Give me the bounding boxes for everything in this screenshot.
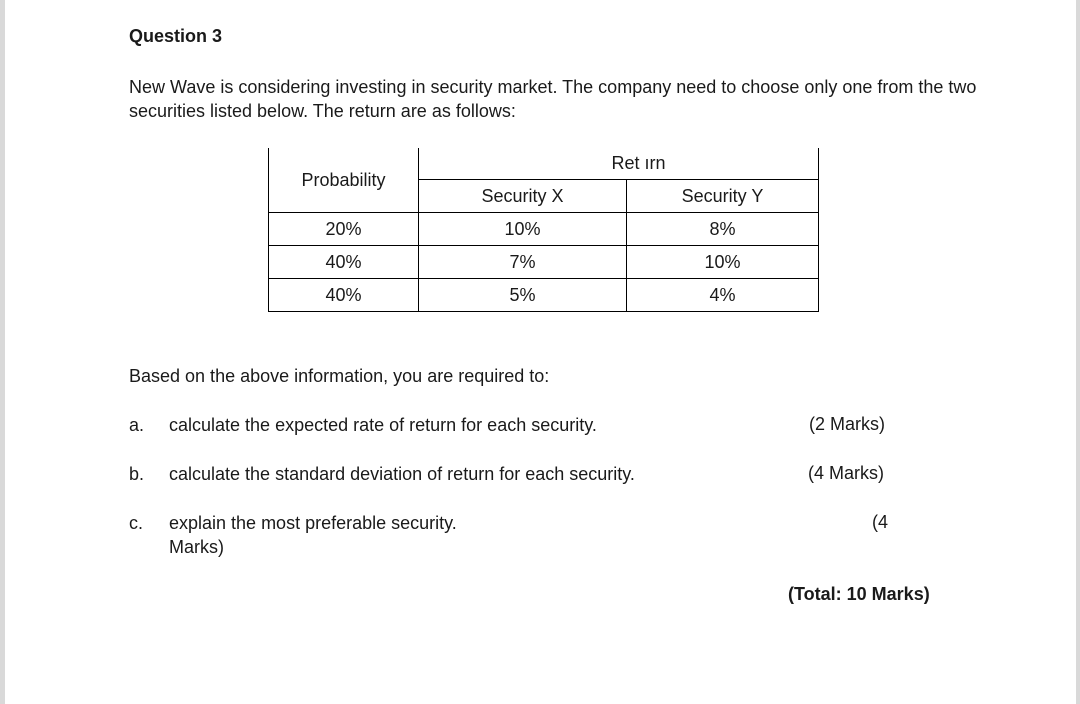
probability-cell: 40% xyxy=(269,246,419,279)
marks-c-continued: Marks) xyxy=(169,537,224,557)
item-text: explain the most preferable security. xyxy=(169,513,457,533)
question-intro: New Wave is considering investing in security market. The company need to choose only one from the two securities listed below. The return are as follows: xyxy=(129,77,977,121)
marks-c: (4 xyxy=(872,512,889,532)
item-text: calculate the expected rate of return for each security. xyxy=(169,415,597,435)
item-letter: c. xyxy=(129,513,144,533)
security-x-cell: 7% xyxy=(419,246,627,279)
security-x-header: Security X xyxy=(419,180,627,213)
security-x-cell: 10% xyxy=(419,213,627,246)
returns-table xyxy=(268,148,819,312)
item-text: calculate the standard deviation of return for each security. xyxy=(169,464,635,484)
total-marks: (Total: 10 Marks) xyxy=(788,584,930,604)
page-border-right xyxy=(1076,0,1080,704)
table-row xyxy=(269,279,819,312)
instructions-lead: Based on the above information, you are required to: xyxy=(129,366,550,386)
probability-header: Probability xyxy=(269,148,419,213)
probability-cell: 20% xyxy=(269,213,419,246)
return-header: Ret ırn xyxy=(419,148,819,180)
security-y-cell: 10% xyxy=(627,246,819,279)
table-row xyxy=(269,213,819,246)
security-y-cell: 8% xyxy=(627,213,819,246)
security-x-cell: 5% xyxy=(419,279,627,312)
table-header-row xyxy=(269,148,819,180)
security-y-header: Security Y xyxy=(627,180,819,213)
question-title: Question 3 xyxy=(129,26,223,46)
marks-b: (4 Marks) xyxy=(808,463,884,483)
page-border-left xyxy=(0,0,5,704)
marks-a: (2 Marks) xyxy=(809,414,885,434)
security-y-cell: 4% xyxy=(627,279,819,312)
item-letter: a. xyxy=(129,415,145,435)
table-row xyxy=(269,246,819,279)
probability-cell: 40% xyxy=(269,279,419,312)
item-letter: b. xyxy=(129,464,145,484)
